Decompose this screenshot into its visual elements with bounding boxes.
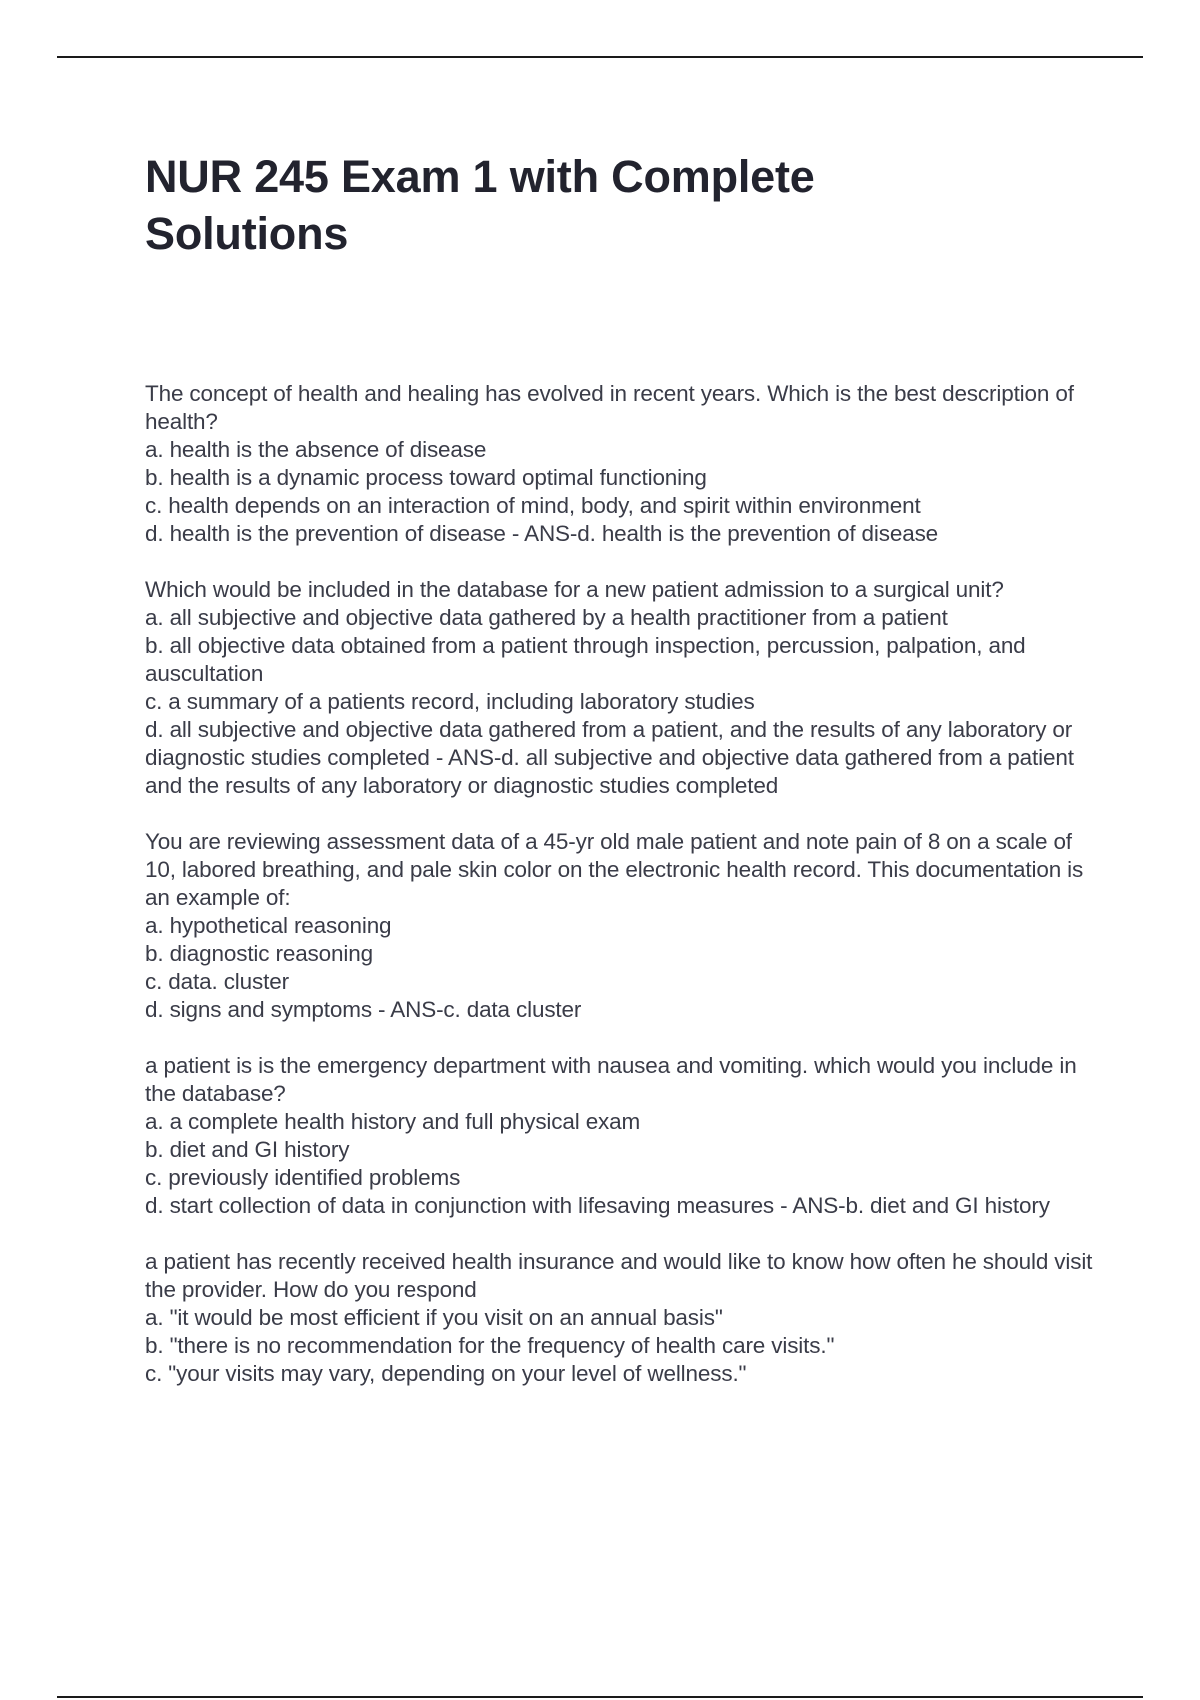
answer-option: a. a complete health history and full physical exam xyxy=(145,1109,641,1134)
document-title xyxy=(145,148,1105,262)
answer-option: c. data. cluster xyxy=(145,969,289,994)
question-block xyxy=(145,1248,1105,1388)
answer-option: a. health is the absence of disease xyxy=(145,437,487,462)
answer-option: c. previously identified problems xyxy=(145,1165,461,1190)
answer-option: d. all subjective and objective data gathered from a patient, and the results of any laboratory or diagnostic studies completed - ANS-d. all subjective and objective data gathered from a patient and the results of any laboratory or diagnostic studies completed xyxy=(145,717,1074,798)
answer-option: b. health is a dynamic process toward optimal functioning xyxy=(145,465,707,490)
answer-option: b. all objective data obtained from a patient through inspection, percussion, palpation, and auscultation xyxy=(145,633,1026,686)
top-rule xyxy=(57,56,1143,58)
answer-option: b. diet and GI history xyxy=(145,1137,350,1162)
question-stem: a patient is is the emergency department with nausea and vomiting. which would you include in the database? xyxy=(145,1053,1077,1106)
question-stem: a patient has recently received health insurance and would like to know how often he should visit the provider. How do you respond xyxy=(145,1249,1093,1302)
answer-option: a. all subjective and objective data gathered by a health practitioner from a patient xyxy=(145,605,948,630)
question-block xyxy=(145,380,1105,548)
question-block xyxy=(145,1052,1105,1220)
answer-option: a. hypothetical reasoning xyxy=(145,913,392,938)
question-stem: Which would be included in the database for a new patient admission to a surgical unit? xyxy=(145,577,1004,602)
answer-option: a. "it would be most efficient if you visit on an annual basis" xyxy=(145,1305,723,1330)
title-line-1: NUR 245 Exam 1 with Complete xyxy=(145,151,815,202)
answer-option: d. health is the prevention of disease - ANS-d. health is the prevention of disease xyxy=(145,521,939,546)
document-page xyxy=(145,148,1105,1416)
question-block xyxy=(145,828,1105,1024)
question-stem: You are reviewing assessment data of a 45-yr old male patient and note pain of 8 on a scale of 10, labored breathing, and pale skin color on the electronic health record. This documentation is an example of: xyxy=(145,829,1084,910)
question-list xyxy=(145,380,1105,1388)
answer-option: b. diagnostic reasoning xyxy=(145,941,373,966)
answer-option: c. a summary of a patients record, including laboratory studies xyxy=(145,689,755,714)
answer-option: b. "there is no recommendation for the frequency of health care visits." xyxy=(145,1333,835,1358)
bottom-rule xyxy=(57,1696,1143,1698)
answer-option: d. start collection of data in conjunction with lifesaving measures - ANS-b. diet and GI history xyxy=(145,1193,1050,1218)
answer-option: c. "your visits may vary, depending on your level of wellness." xyxy=(145,1361,747,1386)
question-block xyxy=(145,576,1105,800)
answer-option: c. health depends on an interaction of mind, body, and spirit within environment xyxy=(145,493,921,518)
answer-option: d. signs and symptoms - ANS-c. data cluster xyxy=(145,997,582,1022)
title-line-2: Solutions xyxy=(145,208,349,259)
question-stem: The concept of health and healing has evolved in recent years. Which is the best description of health? xyxy=(145,381,1074,434)
